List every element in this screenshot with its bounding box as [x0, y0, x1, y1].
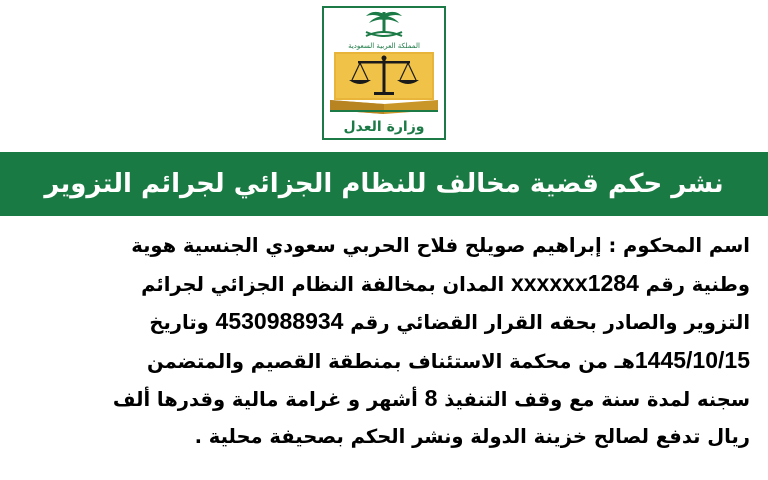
verdict-line-1: اسم المحكوم : إبراهيم صويلح فلاح الحربي سعودي الجنسية هوية — [131, 234, 750, 257]
title-banner — [0, 152, 768, 216]
ministry-name: وزارة العدل — [343, 119, 425, 135]
decision-number: 4530988934 — [215, 308, 344, 334]
verdict-line-4: 1445/10/15هـ من محكمة الاستئناف بمنطقة القصيم والمتضمن — [147, 346, 750, 373]
verdict-line-6: ريال تدفع لصالح خزينة الدولة ونشر الحكم بصحيفة محلية . — [194, 424, 750, 448]
suspension-months: 8 — [424, 385, 438, 411]
verdict-line-3: التزوير والصادر بحقه القرار القضائي رقم 4530988934 وتاريخ — [149, 308, 750, 334]
page-title: نشر حكم قضية مخالف للنظام الجزائي لجرائم التزوير — [44, 169, 724, 199]
decision-date: 1445/10/15 — [634, 346, 750, 373]
verdict-line-2: وطنية رقم xxxxxx1284 المدان بمخالفة النظام الجزائي لجرائم — [141, 269, 750, 296]
scales-of-justice-icon — [334, 52, 434, 100]
national-id-number: xxxxxx1284 — [510, 269, 639, 296]
svg-text:المملكة العربية السعودية: المملكة العربية السعودية — [348, 42, 420, 50]
verdict-line-5: سجنه لمدة سنة مع وقف التنفيذ 8 أشهر و غرامة مالية وقدرها ألف — [112, 385, 750, 411]
verdict-text — [18, 228, 750, 455]
ministry-of-justice-logo — [322, 6, 446, 140]
